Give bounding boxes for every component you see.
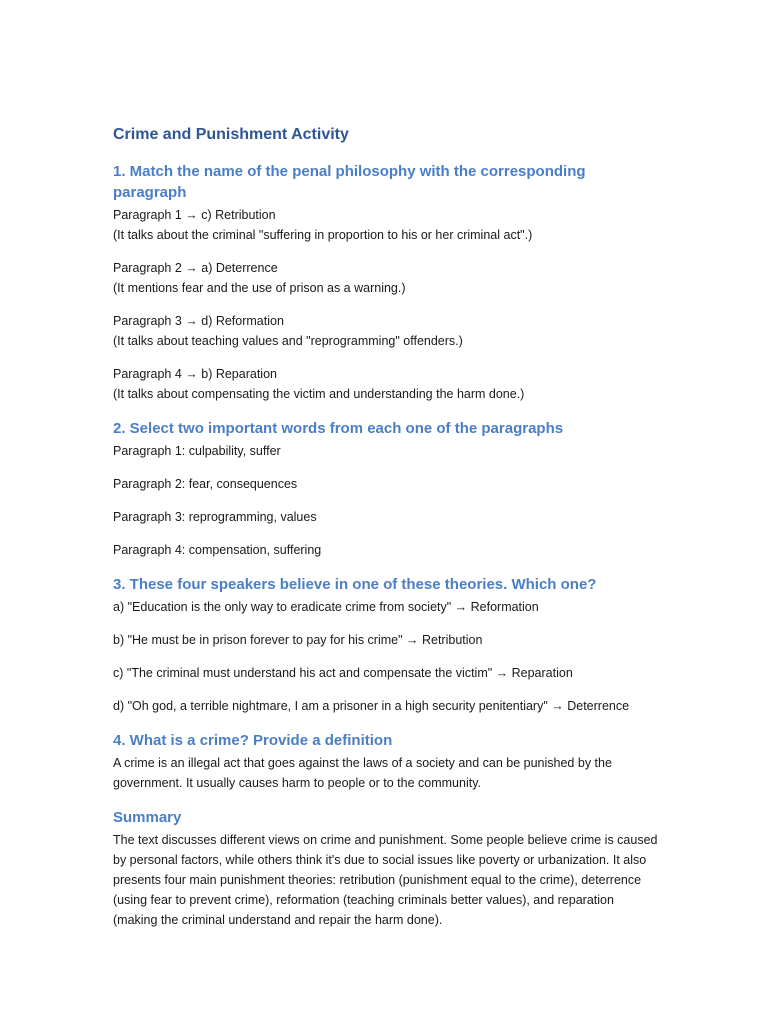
section-heading-summary: Summary — [113, 809, 182, 826]
section-summary — [113, 807, 658, 930]
section-keywords — [113, 418, 658, 560]
speaker-item: a) "Education is the only way to eradicate crime from society" → Reformation — [113, 600, 539, 614]
match-entry — [113, 311, 658, 351]
keyword-item: Paragraph 1: culpability, suffer — [113, 444, 281, 458]
summary-text: The text discusses different views on crime and punishment. Some people believe crime is caused by personal factors, while others think it's due to social issues like poverty or urbanization. It also presents four main punishment theories: retribution (punishment equal to the crime), deterrence (using fear to prevent crime), reformation (teaching criminals better values), and reparation (making the criminal understand and repair the harm done). — [113, 833, 658, 927]
match-answer: Paragraph 4 → b) Reparation — [113, 367, 277, 381]
keyword-item: Paragraph 2: fear, consequences — [113, 477, 298, 491]
section-heading-definition: 4. What is a crime? Provide a definition — [113, 732, 393, 749]
section-speakers — [113, 574, 658, 716]
document-title: Crime and Punishment Activity — [113, 126, 349, 143]
section-heading-keywords: 2. Select two important words from each one of the paragraphs — [113, 420, 564, 437]
match-entry — [113, 364, 658, 404]
match-explanation: (It talks about the criminal "suffering in proportion to his or her criminal act".) — [113, 228, 533, 242]
speaker-item: c) "The criminal must understand his act and compensate the victim" → Reparation — [113, 666, 573, 680]
keyword-item: Paragraph 4: compensation, suffering — [113, 543, 322, 557]
match-answer: Paragraph 1 → c) Retribution — [113, 208, 276, 222]
speaker-item: d) "Oh god, a terrible nightmare, I am a prisoner in a high security penitentiary" → Deterrence — [113, 699, 630, 713]
document-page — [113, 124, 658, 931]
definition-text: A crime is an illegal act that goes against the laws of a society and can be punished by the government. It usually causes harm to people or to the community. — [113, 756, 612, 790]
section-definition — [113, 730, 658, 793]
keyword-item: Paragraph 3: reprogramming, values — [113, 510, 317, 524]
section-match — [113, 161, 658, 404]
match-answer: Paragraph 3 → d) Reformation — [113, 314, 284, 328]
match-explanation: (It talks about teaching values and "reprogramming" offenders.) — [113, 334, 463, 348]
match-explanation: (It mentions fear and the use of prison as a warning.) — [113, 281, 406, 295]
section-heading-speakers: 3. These four speakers believe in one of these theories. Which one? — [113, 576, 597, 593]
match-entry — [113, 205, 658, 245]
match-explanation: (It talks about compensating the victim and understanding the harm done.) — [113, 387, 525, 401]
match-answer: Paragraph 2 → a) Deterrence — [113, 261, 278, 275]
speaker-item: b) "He must be in prison forever to pay for his crime" → Retribution — [113, 633, 483, 647]
match-entry — [113, 258, 658, 298]
section-heading-match: 1. Match the name of the penal philosophy with the corresponding paragraph — [113, 163, 586, 201]
